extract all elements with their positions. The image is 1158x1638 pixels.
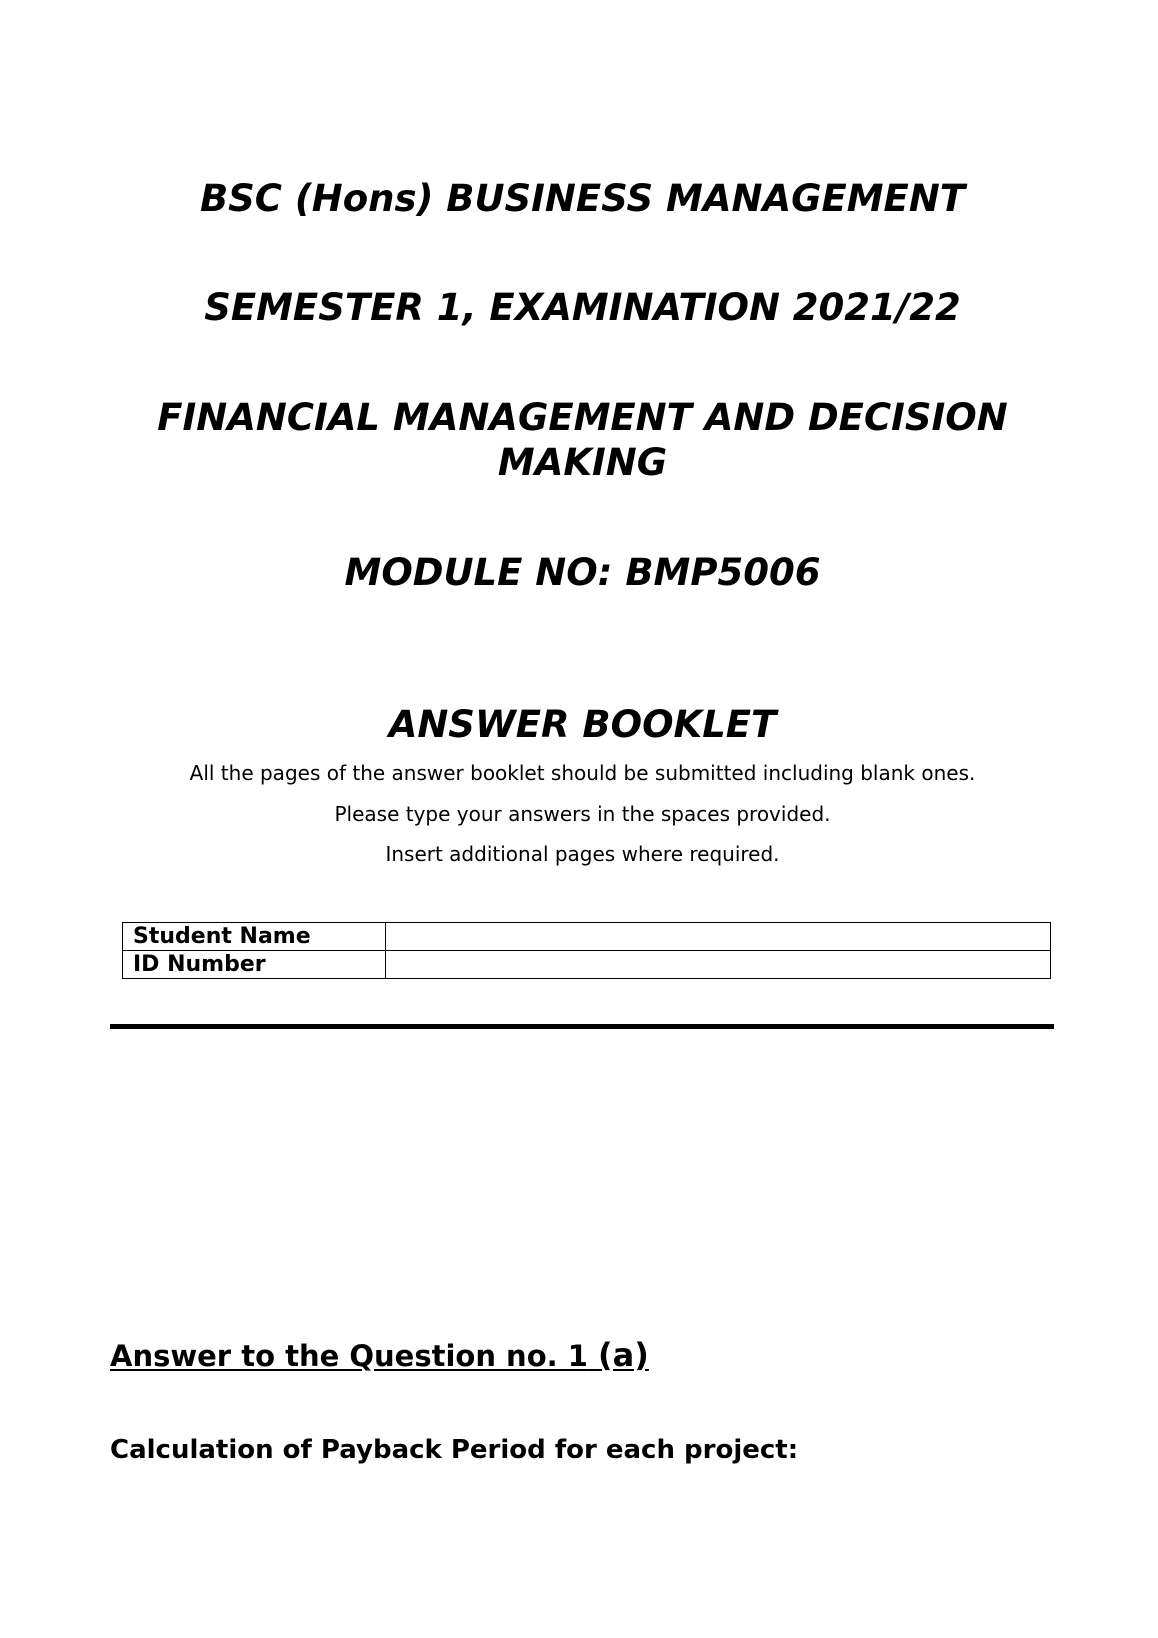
id-number-field[interactable] [386,951,1051,979]
module-number: MODULE NO: BMP5006 [344,551,821,594]
student-name-field[interactable] [386,923,1051,951]
table-row [123,951,1051,979]
booklet-title: ANSWER BOOKLET [388,703,777,746]
student-info-table [122,922,1051,979]
programme-title: BSC (Hons) BUSINESS MANAGEMENT [199,177,966,220]
table-row [123,923,1051,951]
answer-heading [110,1337,649,1374]
id-number-label: ID Number [123,951,386,979]
instruction-additional-pages: Insert additional pages where required. [385,842,780,866]
horizontal-divider [110,1024,1054,1029]
instruction-submit-all: All the pages of the answer booklet should be submitted including blank ones. [189,761,976,785]
module-title: FINANCIAL MANAGEMENT AND DECISION MAKING [157,396,1008,484]
payback-subheading: Calculation of Payback Period for each project: [110,1435,799,1465]
answer-part-label: (a) [598,1336,649,1374]
student-name-label: Student Name [123,923,386,951]
exam-title: SEMESTER 1, EXAMINATION 2021/22 [204,286,961,329]
answer-heading-text: Answer to the Question no. 1 [110,1339,588,1373]
instruction-type-answers: Please type your answers in the spaces provided. [334,802,831,826]
